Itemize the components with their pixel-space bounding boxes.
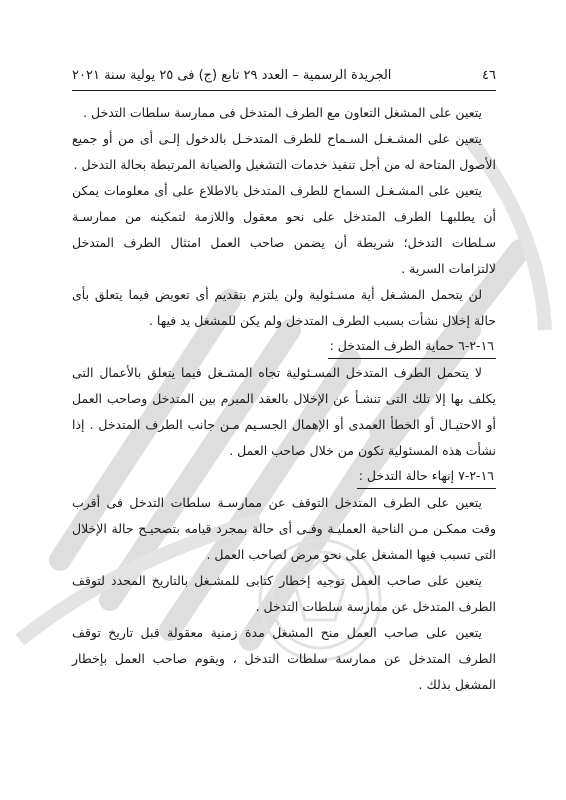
paragraph: يتعين على صاحب العمل توجيه إخطار كتابى للمشـغل بالتاريخ المحدد لتوقف الطرف المتدخل عن ممارسة سلطات التدخل .	[72, 573, 496, 614]
section-heading-row	[72, 334, 496, 360]
paragraph: يتعين على المشغل التعاون مع الطرف المتدخل فى ممارسة سلطات التدخل .	[83, 105, 482, 120]
page-header	[72, 66, 496, 86]
section-heading: ١٦-٢-٦ حماية الطرف المتدخل :	[328, 334, 496, 359]
paragraph: يتعين على المشـغـل السـماح للطرف المتدخـل بالدخول إلـى أى من أو جميع الأصول المتاحة له من أجل تنفيذ خدمات التشغيل والصيانة المرتبطة بحالة التدخل .	[72, 131, 496, 172]
document-body	[72, 100, 496, 698]
paragraph: لا يتحمل الطرف المتدخل المسـئولية تجاه المشـغل فيما يتعلق بالأعمال التى يكلف بها إلا تلك التى تنشـأ عن الإخلال بالعقد المبرم بين المتدخل وصاحب العمل أو الاحتيـال أو الخطأ العمدى أو الإهمال الجسـيم مـن جانب الطرف المتدخل . إذا نشأت هذه المسئولية تكون من خلال صاحب العمل .	[72, 365, 496, 458]
page-number: ٤٦	[482, 68, 496, 83]
paragraph: يتعين على الطرف المتدخل التوقف عن ممارسـة سلطات التدخل فى أقرب وقت ممكـن مـن الناحية العمليـة وفـى أى حالة بمجرد قيامه بتصحيـح حالة الإخلال التى تسبب فيها المشغل على نحو مرض لصاحب العمل .	[72, 495, 496, 562]
gazette-title: الجريدة الرسمية – العدد ٢٩ تابع (ج) فى ٢٥ يولية سنة ٢٠٢١	[72, 68, 392, 83]
paragraph: يتعين على صاحب العمل منح المشغل مدة زمنية معقولة قبل تاريخ توقف الطرف المتدخل عن ممارسة سلطات التدخل ، ويقوم صاحب العمل بإخطار المشغل بذلك .	[72, 625, 496, 692]
document-page	[72, 66, 496, 766]
section-heading-row	[72, 464, 496, 490]
header-rule	[72, 90, 496, 91]
section-heading: ١٦-٢-٧ إنهاء حالة التدخل :	[357, 464, 496, 489]
paragraph: لن يتحمل المشـغل أية مسـئولية ولن يلتزم بتقديم أى تعويض فيما يتعلق بأى حالة إخلال نشأت بسبب الطرف المتدخل ولم يكن للمشغل يد فيها .	[72, 287, 496, 328]
paragraph: يتعين على المشـغـل السماح للطرف المتدخل بالاطلاع على أى معلومات يمكن أن يطلبهـا الطرف المتدخل على نحو معقول واللازمة لتمكينه من ممارسـة سـلطات التدخل؛ شريطة أن يضمن صاحب العمل امتثال الطرف المتدخل لالتزامات السرية .	[72, 183, 496, 276]
